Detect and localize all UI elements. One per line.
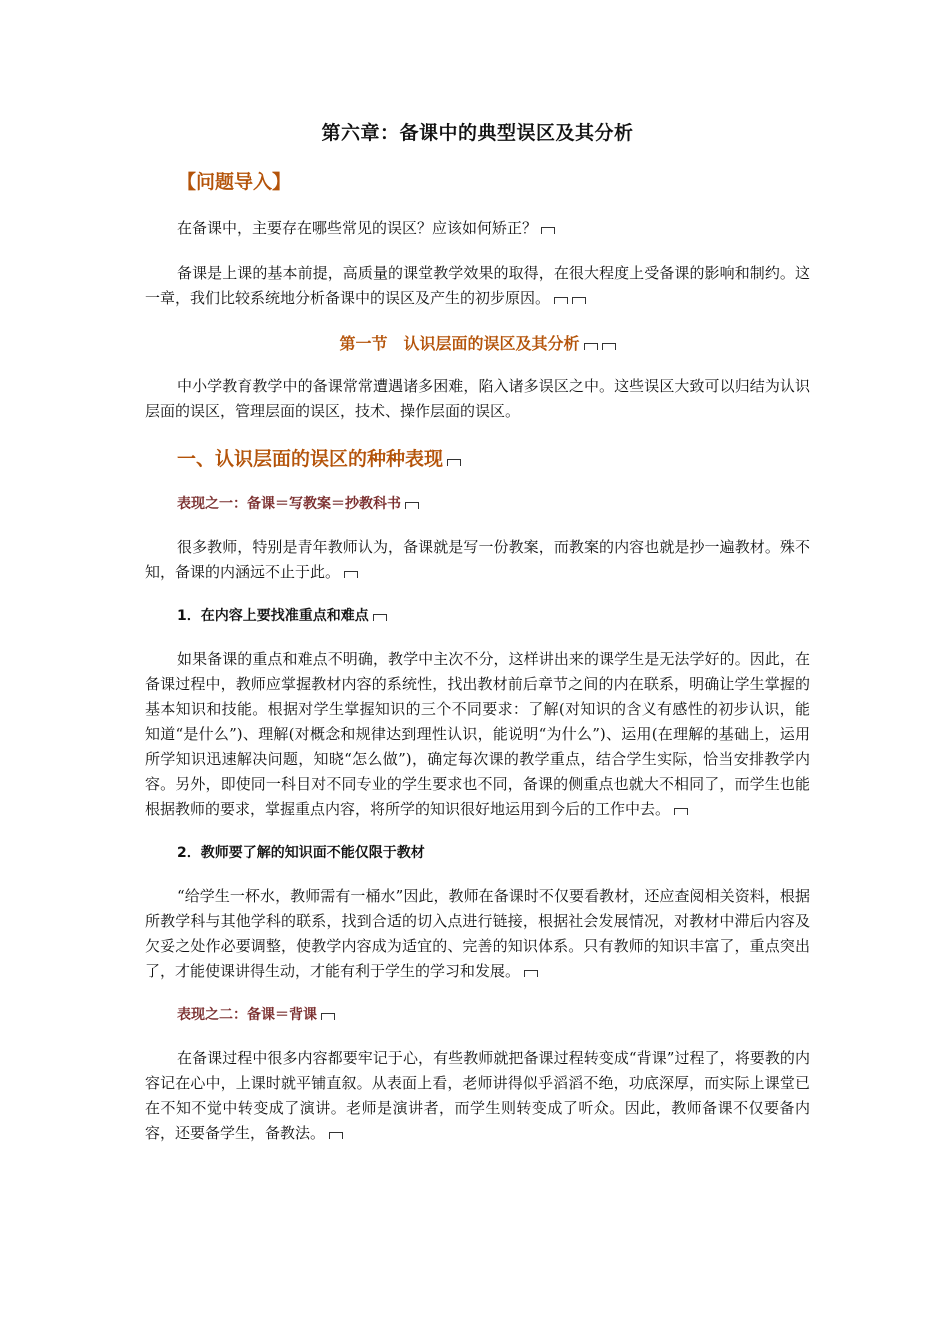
lead-question: 在备课中，主要存在哪些常见的误区？应该如何矫正？ [145, 216, 810, 241]
section1-heading: 第一节 认识层面的误区及其分析 [145, 331, 810, 354]
section1-intro: 中小学教育教学中的备课常常遭遇诸多困难，陷入诸多误区之中。这些误区大致可以归结为认识层面的误区，管理层面的误区，技术、操作层面的误区。 [145, 377, 810, 420]
manifest1-heading: 表现之一：备课＝写教案＝抄教科书 [177, 493, 810, 513]
lead-heading: 【问题导入】 [177, 171, 292, 193]
manifest2-paragraph: 在备课过程中很多内容都要牢记于心，有些教师就把备课过程转变成“背课”过程了，将要教的内容记在心中，上课时就平铺直叙。从表面上看，老师讲得似乎滔滔不绝，功底深厚，而实际上课堂已在不知不觉中转变成了演讲。老师是演讲者，而学生则转变成了听众。因此，教师备课不仅要备内容，还要备学生，备教法。 [145, 1049, 810, 1142]
paragraph-mark-icon [405, 502, 419, 509]
document-content [145, 118, 810, 1166]
paragraph-mark-icon [329, 1132, 343, 1139]
point1-heading: 1．在内容上要找准重点和难点 [177, 605, 810, 625]
manifest2-heading: 表现之二：备课＝背课 [177, 1004, 810, 1024]
part1-heading: 一、认识层面的误区的种种表现 [177, 444, 810, 471]
point2-paragraph: “给学生一杯水，教师需有一桶水”因此，教师在备课时不仅要看教材，还应查阅相关资料，根据所教学科与其他学科的联系，找到合适的切入点进行链接，根据社会发展情况，对教材中滞后内容及欠妥之处作必要调整，使教学内容成为适宜的、完善的知识体系。只有教师的知识丰富了，重点突出了，才能使课讲得生动，才能有利于学生的学习和发展。 [145, 887, 810, 980]
paragraph-mark-icon [524, 970, 538, 977]
paragraph-mark-icon [572, 297, 586, 304]
paragraph-mark-icon [541, 227, 555, 234]
paragraph-mark-icon [447, 459, 461, 466]
paragraph-mark-icon [344, 571, 358, 578]
paragraph-mark-icon [373, 614, 387, 621]
paragraph-mark-icon [602, 343, 616, 350]
paragraph-mark-icon [584, 343, 598, 350]
intro-paragraph: 备课是上课的基本前提，高质量的课堂教学效果的取得，在很大程度上受备课的影响和制约。这一章，我们比较系统地分析备课中的误区及产生的初步原因。 [145, 264, 810, 307]
manifest1-paragraph: 很多教师，特别是青年教师认为，备课就是写一份教案，而教案的内容也就是抄一遍教材。殊不知，备课的内涵远不止于此。 [145, 538, 810, 581]
paragraph-mark-icon [554, 297, 568, 304]
point1-paragraph: 如果备课的重点和难点不明确，教学中主次不分，这样讲出来的课学生是无法学好的。因此，在备课过程中，教师应掌握教材内容的系统性，找出教材前后章节之间的内在联系，明确让学生掌握的基本知识和技能。根据对学生掌握知识的三个不同要求：了解(对知识的含义有感性的初步认识，能知道“是什么”)、理解(对概念和规律达到理性认识，能说明“为什么”)、运用(在理解的基础上，运用所学知识迅速解决问题，知晓“怎么做”)，确定每次课的教学重点，结合学生实际，恰当安排教学内容。另外，即使同一科目对不同专业的学生要求也不同，备课的侧重点也就大不相同了，而学生也能根据教师的要求，掌握重点内容，将所学的知识很好地运用到今后的工作中去。 [145, 650, 810, 818]
paragraph-mark-icon [674, 808, 688, 815]
paragraph-mark-icon [321, 1013, 335, 1020]
point2-heading: 2．教师要了解的知识面不能仅限于教材 [177, 845, 425, 861]
chapter-title: 第六章：备课中的典型误区及其分析 [321, 122, 634, 144]
